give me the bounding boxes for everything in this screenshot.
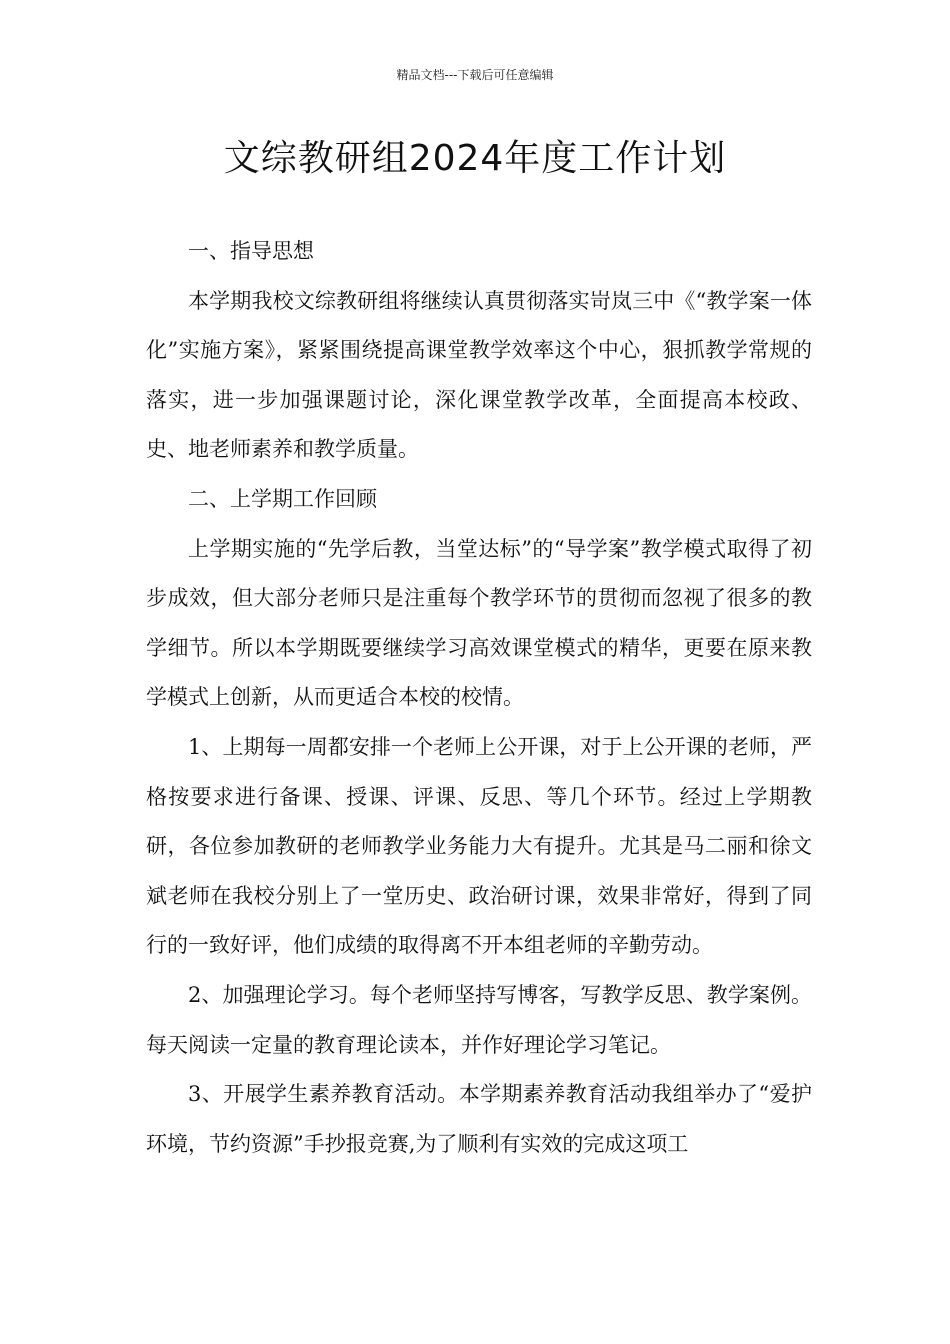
document-body (146, 227, 812, 1169)
paragraph-item-1: 1、上期每一周都安排一个老师上公开课，对于上公开课的老师，严格按要求进行备课、授课、评课、反思、等几个环节。经过上学期教研，各位参加教研的老师教学业务能力大有提升。尤其是马二丽和徐文斌老师在我校分别上了一堂历史、政治研讨课，效果非常好，得到了同行的一致好评，他们成绩的取得离不开本组老师的辛勤劳动。 (146, 734, 812, 958)
paragraph-guiding-ideology: 本学期我校文综教研组将继续认真贯彻落实岢岚三中《“教学案一体化”实施方案》，紧紧围绕提高课堂教学效率这个中心，狠抓教学常规的落实，进一步加强课题讨论，深化课堂教学改革，全面提高本校政、史、地老师素养和教学质量。 (146, 288, 812, 462)
header-note: 精品文档---下载后可任意编辑 (396, 68, 554, 82)
paragraph-last-term-review: 上学期实施的“先学后教，当堂达标”的“导学案”教学模式取得了初步成效，但大部分老师只是注重每个教学环节的贯彻而忽视了很多的教学细节。所以本学期既要继续学习高效课堂模式的精华，更要在原来教学模式上创新，从而更适合本校的校情。 (146, 536, 812, 710)
document-title: 文综教研组2024年度工作计划 (223, 138, 727, 179)
paragraph-item-3: 3、开展学生素养教育活动。本学期素养教育活动我组举办了“爱护环境，节约资源”手抄报竞赛,为了顺利有实效的完成这项工 (146, 1082, 812, 1156)
paragraph-item-2: 2、加强理论学习。每个老师坚持写博客，写教学反思、教学案例。每天阅读一定量的教育理论读本，并作好理论学习笔记。 (146, 982, 812, 1057)
section-heading-guiding-ideology: 一、指导思想 (188, 239, 314, 263)
section-heading-last-term-review: 二、上学期工作回顾 (188, 486, 377, 511)
